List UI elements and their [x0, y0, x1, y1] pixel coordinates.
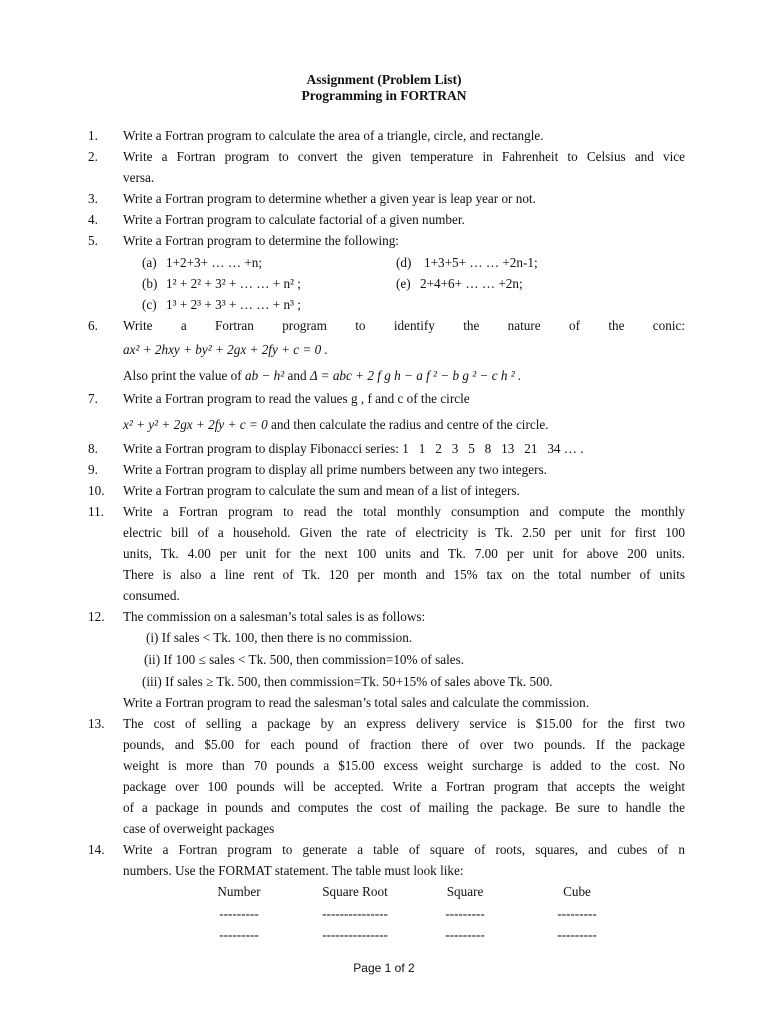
problem-text: Write a Fortran program to calculate factorial of a given number.: [123, 212, 465, 227]
problem-number: 3.: [88, 191, 98, 206]
problem-text: units, Tk. 4.00 per unit for the next 100 units and Tk. 7.00 per unit for above 200 units.: [123, 546, 685, 561]
commission-rule: (iii) If sales ≥ Tk. 500, then commission=Tk. 50+15% of sales above Tk. 500.: [142, 674, 553, 689]
problem-text: Write a Fortran program to read the salesman’s total sales and calculate the commission.: [123, 695, 590, 710]
problem-text: Write a Fortran program to calculate the area of a triangle, circle, and rectangle.: [123, 128, 544, 143]
problem-text: The cost of selling a package by an express delivery service is $15.00 for the first two: [123, 716, 685, 731]
table-cell: ---------: [445, 927, 485, 942]
problem-number: 6.: [88, 318, 98, 333]
problem-text: case of overweight packages: [123, 821, 275, 836]
table-cell: ---------: [219, 927, 259, 942]
table-cell: ---------: [219, 906, 259, 921]
problem-number: 7.: [88, 391, 98, 406]
problem-text: pounds, and $5.00 for each pound of fraction there of over two pounds. If the package: [123, 737, 685, 752]
series-e: 2+4+6+ … … +2n;: [420, 276, 523, 291]
problem-text: Write a Fortran program to calculate the sum and mean of a list of integers.: [123, 483, 520, 498]
table-cell: ---------: [557, 906, 597, 921]
problem-number: 1.: [88, 128, 98, 143]
discriminant-expression: ab − h²: [244, 368, 285, 383]
table-cell: ---------: [557, 927, 597, 942]
problem-number: 14.: [88, 842, 105, 857]
series-c: 1³ + 2³ + 3³ + … … + n³ ;: [166, 297, 301, 312]
delta-expression: Δ = abc + 2 f g h − a f ² − b g ² − c h ² .: [309, 368, 522, 383]
series-b: 1² + 2² + 3² + … … + n² ;: [166, 276, 301, 291]
document-subtitle: Programming in FORTRAN: [301, 88, 467, 103]
series-label-b: (b): [142, 276, 158, 291]
problem-text: numbers. Use the FORMAT statement. The table must look like:: [123, 863, 464, 878]
table-header: Cube: [563, 884, 591, 899]
problem-text: of a package in pounds and computes the cost of mailing the package. Be sure to handle the: [123, 800, 685, 815]
table-cell: ---------: [445, 906, 485, 921]
problem-text: Write a Fortran program to determine the following:: [123, 233, 399, 248]
commission-rule: (ii) If 100 ≤ sales < Tk. 500, then commission=10% of sales.: [144, 652, 465, 667]
problem-number: 10.: [88, 483, 105, 498]
problem-text: Write a Fortran program to read the values g , f and c of the circle: [123, 391, 470, 406]
problem-text: There is also a line rent of Tk. 120 per month and 15% tax on the total number of units: [123, 567, 685, 582]
series-label-e: (e): [396, 276, 411, 291]
problem-number: 9.: [88, 462, 98, 477]
problem-text: weight is more than 70 pounds a $15.00 excess weight surcharge is added to the cost. No: [123, 758, 685, 773]
problem-text: package over 100 pounds will be accepted. Write a Fortran program that accepts the weight: [123, 779, 685, 794]
table-header: Square: [446, 884, 484, 899]
problem-text: The commission on a salesman’s total sales is as follows:: [123, 609, 426, 624]
problem-text: Write a Fortran program to convert the given temperature in Fahrenheit to Celsius and vice: [123, 149, 685, 164]
problem-number: 2.: [88, 149, 98, 164]
circle-equation: x² + y² + 2gx + 2fy + c = 0: [123, 417, 268, 432]
problem-number: 12.: [88, 609, 105, 624]
commission-rule: (i) If sales < Tk. 100, then there is no commission.: [146, 630, 413, 645]
table-cell: ---------------: [322, 906, 388, 921]
problem-number: 8.: [88, 441, 98, 456]
problem-text: Write a Fortran program to generate a table of square of roots, squares, and cubes of n: [123, 842, 685, 857]
series-a: 1+2+3+ … … +n;: [166, 255, 263, 270]
problem-number: 13.: [88, 716, 105, 731]
problem-number: 11.: [88, 504, 104, 519]
table-cell: ---------------: [322, 927, 388, 942]
series-label-d: (d): [396, 255, 412, 270]
page-number: Page 1 of 2: [353, 961, 415, 975]
table-header: Number: [217, 884, 261, 899]
problem-number: 4.: [88, 212, 98, 227]
conic-equation: ax² + 2hxy + by² + 2gx + 2fy + c = 0 .: [123, 342, 328, 357]
problem-text: electric bill of a household. Given the rate of electricity is Tk. 2.50 per unit for first 100: [123, 525, 685, 540]
problem-text: Write a Fortran program to display Fibonacci series: 1 1 2 3 5 8 13 21 34 … .: [123, 441, 584, 456]
table-header: Square Root: [322, 884, 388, 899]
problem-text: Also print the value of ab − h² and Δ = abc + 2 f g h − a f ² − b g ² − c h ² .: [123, 368, 522, 383]
series-d: 1+3+5+ … … +2n-1;: [424, 255, 538, 270]
series-label-a: (a): [142, 255, 157, 270]
problem-text: Write a Fortran program to determine whether a given year is leap year or not.: [123, 191, 536, 206]
problem-text: consumed.: [123, 588, 180, 603]
problem-text: Write a Fortran program to read the total monthly consumption and compute the monthly: [123, 504, 685, 519]
document-title: Assignment (Problem List): [306, 72, 462, 87]
problem-number: 5.: [88, 233, 98, 248]
problem-text: x² + y² + 2gx + 2fy + c = 0 and then calculate the radius and centre of the circle.: [123, 417, 549, 432]
series-label-c: (c): [142, 297, 157, 312]
problem-text: versa.: [123, 170, 155, 185]
problem-text: Write a Fortran program to display all prime numbers between any two integers.: [123, 462, 547, 477]
problem-text: Write a Fortran program to identify the nature of the conic:: [123, 318, 685, 333]
